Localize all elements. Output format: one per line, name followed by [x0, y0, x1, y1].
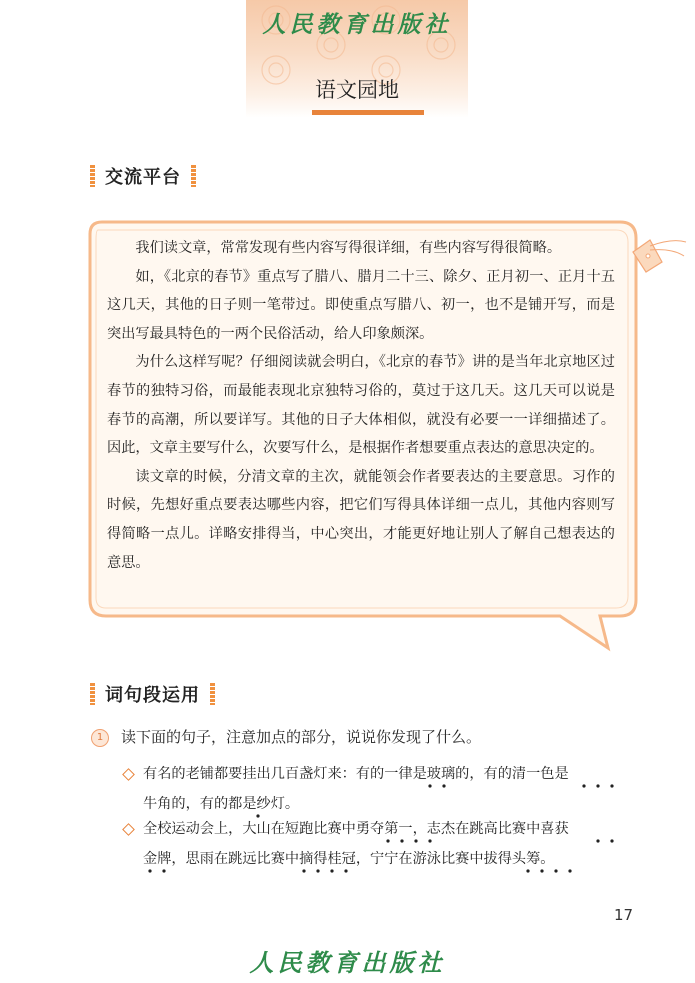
exercise-instruction: 读下面的句子，注意加点的部分，说说你发现了什么。 [121, 728, 482, 746]
sentence-line: 金牌，思雨在跳远比赛中摘得桂冠，宁宁在游泳比赛中拔得头筹。 [143, 851, 555, 867]
sentence-line: 有名的老铺都要挂出几百盏灯来：有的一律是玻璃的，有的清一色是 [143, 766, 569, 782]
paragraph: 读文章的时候，分清文章的主次，就能领会作者要表达的主要意思。习作的时候，先想好重点要表达哪些内容，把它们写得具体详细一点儿，其他内容则写得简略一点儿。详略安排得当，中心突出，才能更好地让别人了解自己想表达的意思。 [107, 468, 615, 571]
page-title: 语文园地 [315, 78, 399, 102]
publisher-logo-bottom: 人民教育出版社 [249, 948, 446, 977]
publisher-logo-top: 人民教育出版社 [262, 11, 452, 38]
page-number: 17 [614, 906, 634, 924]
paragraph: 为什么这样写呢？仔细阅读就会明白，《北京的春节》讲的是当年北京地区过春节的独特习俗，而最能表现北京独特习俗的，莫过于这几天。这几天可以说是春节的高潮，所以要详写。其他的日子大体相似，就没有必要一一详细描述了。因此，文章主要写什么，次要写什么，是根据作者想要重点表达的意思决定的。 [107, 354, 615, 457]
sentence-line: 牛角的，有的都是纱灯。 [143, 796, 300, 812]
exercise-number-badge: 1 [91, 729, 109, 747]
paragraph: 我们读文章，常常发现有些内容写得很详细，有些内容写得很简略。 [135, 240, 562, 256]
sentence-line: 全校运动会上，大山在短跑比赛中勇夺第一，志杰在跳高比赛中喜获 [143, 821, 569, 837]
paragraph: 如，《北京的春节》重点写了腊八、腊月二十三、除夕、正月初一、正月十五这几天，其他的日子则一笔带过。即使重点写腊八、初一，也不是铺开写，而是突出写最具特色的一两个民俗活动，给人印象颇深。 [107, 268, 615, 342]
section-heading-label: 词句段运用 [105, 685, 200, 706]
section-heading-label: 交流平台 [105, 167, 181, 188]
